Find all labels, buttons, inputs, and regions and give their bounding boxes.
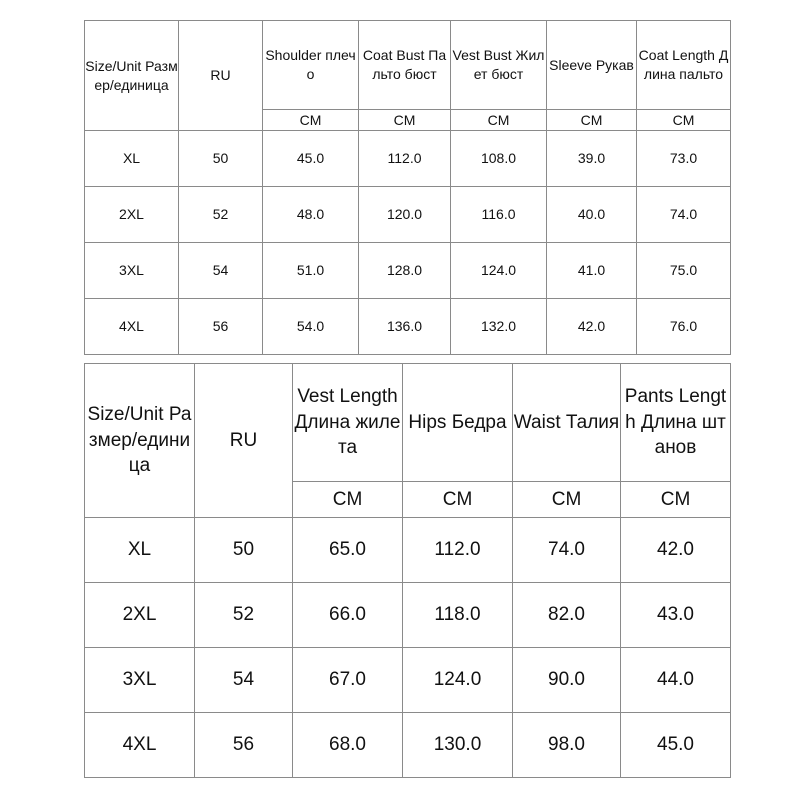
header-pants-length: Pants Length Длина штанов [621, 364, 731, 482]
cell-coat-bust: 112.0 [359, 131, 451, 187]
unit-cell: CM [263, 110, 359, 131]
unit-cell: CM [513, 482, 621, 518]
cell-pants-length: 45.0 [621, 713, 731, 778]
cell-waist: 82.0 [513, 583, 621, 648]
cell-size: 4XL [85, 713, 195, 778]
cell-vest-length: 67.0 [293, 648, 403, 713]
cell-size: 3XL [85, 243, 179, 299]
size-chart-table-bottom [84, 363, 731, 778]
cell-size: 2XL [85, 187, 179, 243]
cell-size: XL [85, 518, 195, 583]
table-row [85, 299, 731, 355]
cell-hips: 112.0 [403, 518, 513, 583]
cell-coat-length: 76.0 [637, 299, 731, 355]
cell-shoulder: 45.0 [263, 131, 359, 187]
cell-ru: 56 [179, 299, 263, 355]
cell-size: XL [85, 131, 179, 187]
cell-waist: 98.0 [513, 713, 621, 778]
cell-shoulder: 48.0 [263, 187, 359, 243]
header-ru: RU [195, 364, 293, 518]
cell-ru: 52 [195, 583, 293, 648]
cell-hips: 118.0 [403, 583, 513, 648]
cell-coat-bust: 136.0 [359, 299, 451, 355]
table-row [85, 243, 731, 299]
cell-pants-length: 43.0 [621, 583, 731, 648]
cell-coat-length: 75.0 [637, 243, 731, 299]
cell-vest-length: 66.0 [293, 583, 403, 648]
cell-coat-bust: 120.0 [359, 187, 451, 243]
cell-hips: 124.0 [403, 648, 513, 713]
cell-sleeve: 40.0 [547, 187, 637, 243]
cell-coat-length: 74.0 [637, 187, 731, 243]
header-vest-length: Vest Length Длина жилета [293, 364, 403, 482]
cell-sleeve: 39.0 [547, 131, 637, 187]
cell-ru: 56 [195, 713, 293, 778]
unit-cell: CM [359, 110, 451, 131]
cell-coat-length: 73.0 [637, 131, 731, 187]
cell-size: 3XL [85, 648, 195, 713]
cell-size: 4XL [85, 299, 179, 355]
unit-cell: CM [637, 110, 731, 131]
table-row [85, 131, 731, 187]
cell-vest-bust: 124.0 [451, 243, 547, 299]
table-row [85, 518, 731, 583]
cell-waist: 90.0 [513, 648, 621, 713]
header-coat-length: Coat Length Длина пальто [637, 21, 731, 110]
header-size-unit: Size/Unit Размер/единица [85, 364, 195, 518]
cell-ru: 50 [179, 131, 263, 187]
header-hips: Hips Бедра [403, 364, 513, 482]
cell-vest-bust: 116.0 [451, 187, 547, 243]
unit-cell: CM [547, 110, 637, 131]
table-row [85, 187, 731, 243]
cell-ru: 52 [179, 187, 263, 243]
cell-sleeve: 42.0 [547, 299, 637, 355]
header-sleeve: Sleeve Рукав [547, 21, 637, 110]
cell-vest-length: 68.0 [293, 713, 403, 778]
cell-waist: 74.0 [513, 518, 621, 583]
cell-vest-bust: 132.0 [451, 299, 547, 355]
unit-cell: CM [293, 482, 403, 518]
cell-size: 2XL [85, 583, 195, 648]
cell-vest-bust: 108.0 [451, 131, 547, 187]
cell-pants-length: 42.0 [621, 518, 731, 583]
header-ru: RU [179, 21, 263, 131]
cell-shoulder: 54.0 [263, 299, 359, 355]
cell-shoulder: 51.0 [263, 243, 359, 299]
cell-ru: 50 [195, 518, 293, 583]
table-row [85, 648, 731, 713]
cell-hips: 130.0 [403, 713, 513, 778]
header-coat-bust: Coat Bust Пальто бюст [359, 21, 451, 110]
cell-pants-length: 44.0 [621, 648, 731, 713]
table-row [85, 583, 731, 648]
size-chart-table-top [84, 20, 731, 355]
cell-coat-bust: 128.0 [359, 243, 451, 299]
unit-cell: CM [451, 110, 547, 131]
cell-ru: 54 [195, 648, 293, 713]
table-row [85, 713, 731, 778]
cell-vest-length: 65.0 [293, 518, 403, 583]
header-vest-bust: Vest Bust Жилет бюст [451, 21, 547, 110]
header-size-unit: Size/Unit Размер/единица [85, 21, 179, 131]
header-shoulder: Shoulder плечо [263, 21, 359, 110]
cell-sleeve: 41.0 [547, 243, 637, 299]
cell-ru: 54 [179, 243, 263, 299]
unit-cell: CM [621, 482, 731, 518]
unit-cell: CM [403, 482, 513, 518]
header-waist: Waist Талия [513, 364, 621, 482]
